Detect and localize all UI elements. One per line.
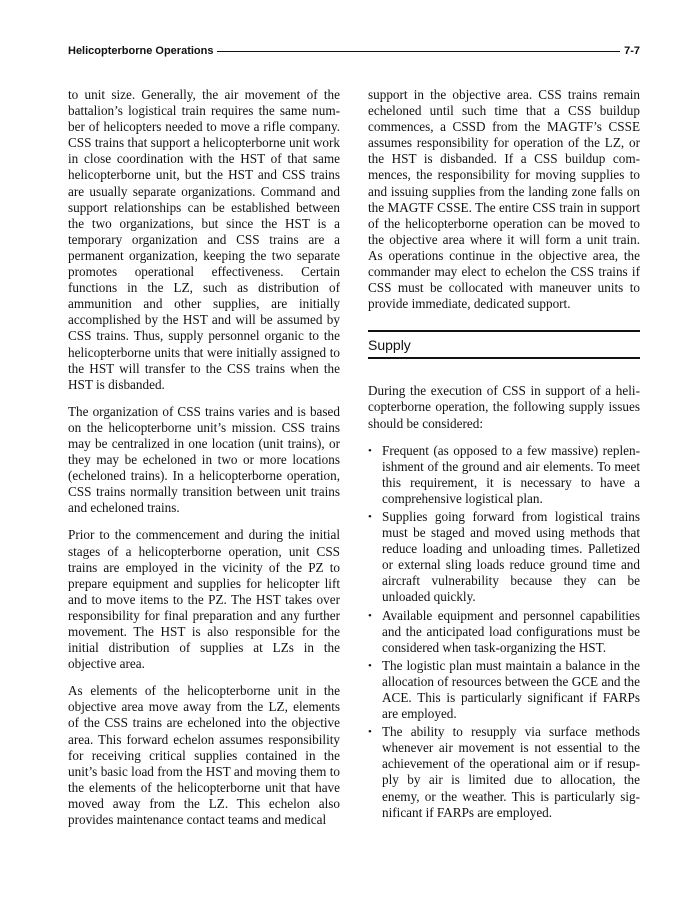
page-number: 7-7 xyxy=(624,45,640,57)
paragraph: Prior to the commencement and during the initial stages of a helicopterborne operation, unit CSS trains are employed in the vicinity of the PZ to prepare equipment and supplies for helicopter lift and to move items to the PZ. The HST takes over responsibility for final preparation and any further movement. The HST is also responsible for the initial distribution of supplies at LZs in the objective area. xyxy=(68,527,340,672)
paragraph: to unit size. Generally, the air movement of the battalion’s logistical train requires the same number of helicopters needed to move a rifle company. CSS trains that support a helicopterborne unit work in close coordination with the HST of that same helicopterborne unit, but the HST and CSS trains are usually separate organizations. Command and support relationships can be established between the two organizations, but since the HST is a temporary organization and CSS trains are a permanent organization, keeping the two separate promotes operational effectiveness. Certain functions in the LZ, such as distribution of ammunition and other supplies, are initially accomplished by the HST and will be assumed by CSS trains. Thus, supply personnel organic to the helicopterborne units that were initially assigned to the HST will transfer to the CSS trains when the HST is disbanded. xyxy=(68,87,340,392)
bullet-icon: • xyxy=(368,726,372,739)
section-heading-supply: Supply xyxy=(368,330,640,359)
list-item-text: The ability to resupply via surface methods whenever air movement is not essential to the achievement of the operational aim or if resupply by air is limited due to allocation, the enemy, or the weather. This is particularly significant if FARPs are employed. xyxy=(382,724,640,820)
paragraph: The organization of CSS trains varies and is based on the helicopterborne unit’s mission. CSS trains may be centralized in one location (unit trains), or they may be echeloned in two or more locations (echeloned trains). In a helicopterborne operation, CSS trains normally transition between unit trains and echeloned trains. xyxy=(68,403,340,516)
list-item xyxy=(368,608,640,656)
list-item xyxy=(368,509,640,606)
list-item-text: Frequent (as opposed to a few massive) replenishment of the ground and air elements. To meet this requirement, it is necessary to have a comprehensive logistical plan. xyxy=(382,442,640,506)
page-header xyxy=(68,43,640,59)
bullet-icon: • xyxy=(368,444,372,457)
left-column xyxy=(68,87,340,839)
paragraph: support in the objective area. CSS trains remain echeloned until such time that a CSS buildup commences, a CSSD from the MAGTF’s CSSE assumes responsibility for operation of the LZ, or the HST is disbanded. If a CSS buildup commences, the responsibility for moving supplies to and issuing supplies from the landing zone falls on the MAGTF CSSE. The entire CSS train in support of the helicopterborne operation can be moved to the objective area where it will form a unit train. As operations continue in the objective area, the commander may elect to echelon the CSS trains if CSS must be collocated with maneuver units to provide immediate, dedicated support. xyxy=(368,87,640,312)
list-item xyxy=(368,724,640,821)
list-item xyxy=(368,658,640,722)
list-item-text: Available equipment and personnel capabilities and the anticipated load configurations must be considered when task-organizing the HST. xyxy=(382,607,640,655)
list-item-text: Supplies going forward from logistical trains must be staged and moved using methods that reduce loading and unloading times. Palletized or external sling loads reduce ground time and aircraft vulnerability because they can be unloaded quickly. xyxy=(382,508,640,605)
bullet-icon: • xyxy=(368,609,372,622)
supply-intro: During the execution of CSS in support of a helicopterborne operation, the following supply issues should be considered: xyxy=(368,383,640,431)
paragraph: As elements of the helicopterborne unit in the objective area move away from the LZ, elements of the CSS trains are echeloned into the objective area. This forward echelon assumes responsibility for receiving critical supplies contained in the unit’s basic load from the HST and moving them to the elements of the helicopterborne unit that have moved away from the LZ. This echelon also provides maintenance contact teams and medical xyxy=(68,683,340,828)
running-title: Helicopterborne Operations xyxy=(68,45,214,57)
bullet-icon: • xyxy=(368,510,372,523)
right-column xyxy=(368,87,640,823)
header-rule xyxy=(217,51,620,52)
bullet-icon: • xyxy=(368,659,372,672)
list-item-text: The logistic plan must maintain a balance in the allocation of resources between the GCE and the ACE. This is particularly significant if FARPs are employed. xyxy=(382,657,640,722)
list-item xyxy=(368,443,640,507)
supply-bullet-list xyxy=(368,443,640,821)
